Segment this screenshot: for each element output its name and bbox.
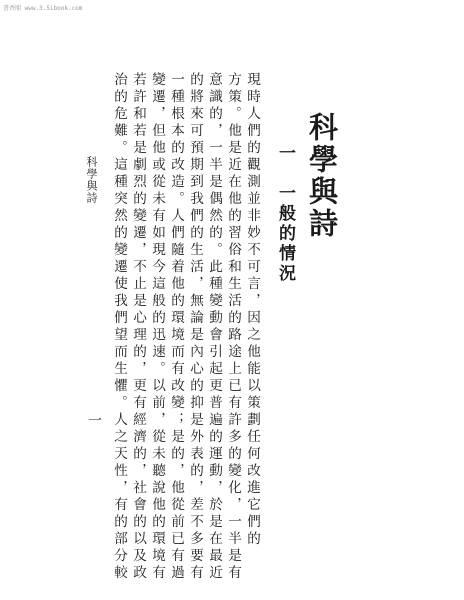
body-column: 治的危難。這種突然的變遷使我們望而生懼。人之天性，有的部分較 [111, 72, 127, 582]
body-column: 變遷，但他或從未有如現今這般的迅速。以前，從未聽說他的環境有 [149, 72, 165, 582]
body-column: 意識的，一半是偶然的。此種變動會引起更普遍的運動，於是在最近 [206, 72, 222, 582]
body-column: 若許和若是劇烈的變遷，不止是心理的，更有經濟的，社會的以及政 [130, 72, 146, 582]
body-column: 現時人們的觀測並非妙不可言，因之他能以策劃任何改進它們的 [244, 72, 260, 548]
section-heading: 一 一般的情況 [275, 144, 295, 284]
page-title: 科學與詩 [305, 112, 339, 240]
running-header: 科學與詩 [85, 156, 98, 204]
body-column: 的將來可預期到我們的生活，無論是內心的抑是外表的，差不多要有 [187, 72, 203, 582]
body-column: 方策。他是近在他的習俗和生活的路途上已有許多的變化，一半是有 [225, 72, 241, 582]
body-column: 一種根本的改造。人們隨着他的環境而有改變；是的，他從前已有過 [168, 72, 184, 582]
page-number: 一 [86, 413, 102, 427]
watermark-text: 書香閣 www.3.5ibook.com [3, 5, 83, 12]
